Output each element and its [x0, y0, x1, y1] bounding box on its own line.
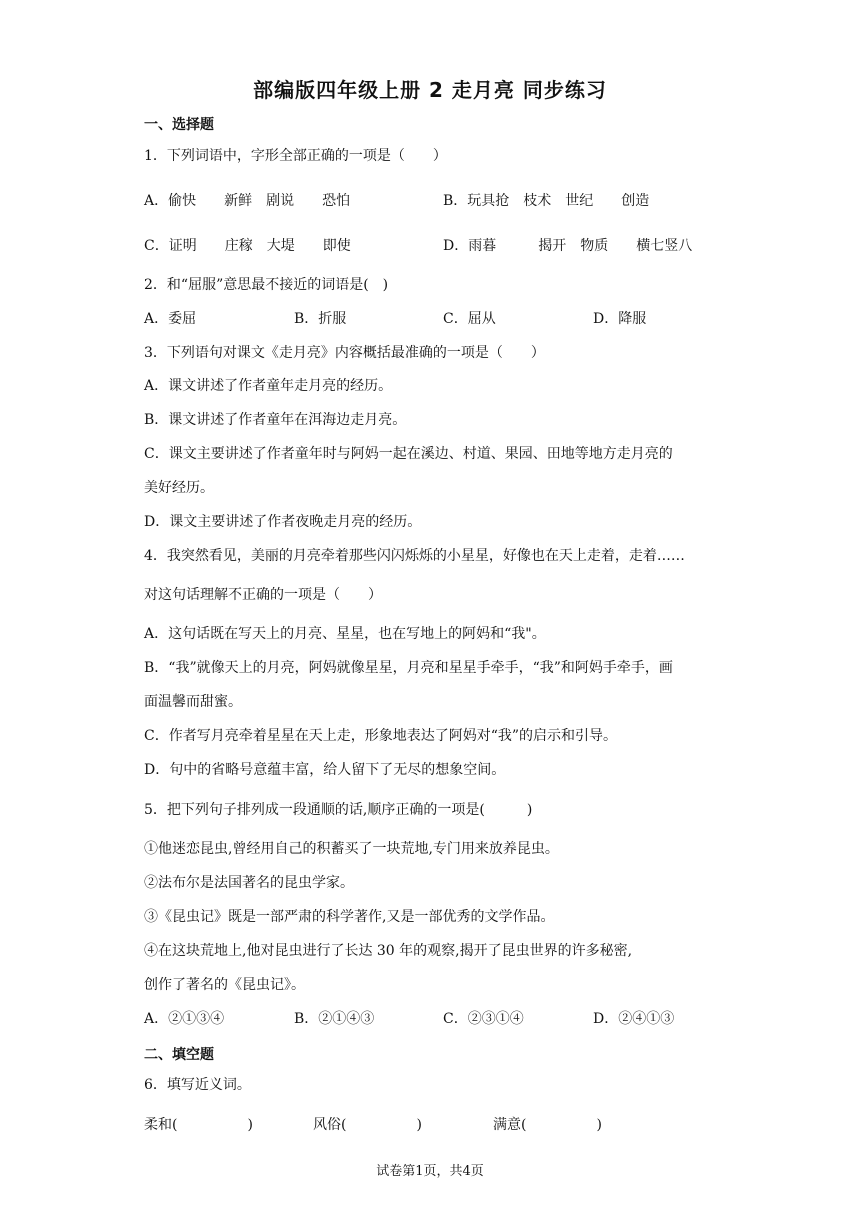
question-4-option-b-continued: 面温馨而甜蜜。 [144, 694, 242, 710]
question-3-option-a: A．课文讲述了作者童年走月亮的经历。 [144, 378, 393, 394]
question-4-stem: 4．我突然看见，美丽的月亮牵着那些闪闪烁烁的小星星，好像也在天上走着，走着…… [144, 548, 685, 564]
question-3-option-c-continued: 美好经历。 [144, 480, 214, 496]
question-1-option-a: A．偷快 新鲜 剧说 恐怕 [144, 193, 351, 209]
question-5-sentence-4-continued: 创作了著名的《昆虫记》。 [144, 977, 305, 993]
section-heading-fill: 二、填空题 [144, 1047, 214, 1063]
question-2-option-a: A．委屈 [144, 311, 197, 327]
question-6-blank-2: 风俗( ) [313, 1117, 422, 1133]
question-3-option-b: B．课文讲述了作者童年在洱海边走月亮。 [144, 412, 407, 428]
question-4-stem-continued: 对这句话理解不正确的一项是（ ） [144, 587, 382, 603]
question-1-stem: 1．下列词语中，字形全部正确的一项是（ ） [144, 148, 447, 164]
question-6-stem: 6．填写近义词。 [144, 1077, 251, 1093]
question-4-option-d: D．句中的省略号意蕴丰富，给人留下了无尽的想象空间。 [144, 762, 506, 778]
question-5-option-a: A．②①③④ [144, 1011, 225, 1027]
page-footer: 试卷第1页，共4页 [376, 1164, 484, 1179]
question-5-sentence-3: ③《昆虫记》既是一部严肃的科学著作,又是一部优秀的文学作品。 [144, 909, 555, 925]
question-5-option-b: B．②①④③ [294, 1011, 375, 1027]
question-4-option-a: A．这句话既在写天上的月亮、星星，也在写地上的阿妈和“我"。 [144, 626, 546, 642]
section-heading-choice: 一、选择题 [144, 117, 214, 133]
question-2-option-b: B．折服 [294, 311, 347, 327]
question-3-option-d: D．课文主要讲述了作者夜晚走月亮的经历。 [144, 514, 422, 530]
question-4-option-b: B．“我”就像天上的月亮，阿妈就像星星，月亮和星星手牵手，“我”和阿妈手牵手，画 [144, 660, 673, 676]
question-1-option-d: D．雨暮 揭开 物质 横七竖八 [443, 238, 693, 254]
question-5-stem: 5．把下列句子排列成一段通顺的话,顺序正确的一项是( ) [144, 802, 533, 818]
question-5-sentence-2: ②法布尔是法国著名的昆虫学家。 [144, 875, 354, 891]
question-5-option-c: C．②③①④ [443, 1011, 524, 1027]
question-3-stem: 3．下列语句对课文《走月亮》内容概括最准确的一项是（ ） [144, 345, 545, 361]
question-6-blank-3: 满意( ) [493, 1117, 602, 1133]
question-5-sentence-1: ①他迷恋昆虫,曾经用自己的积蓄买了一块荒地,专门用来放养昆虫。 [144, 841, 559, 857]
question-6-blank-1: 柔和( ) [144, 1117, 253, 1133]
question-4-option-c: C．作者写月亮牵着星星在天上走，形象地表达了阿妈对“我”的启示和引导。 [144, 728, 618, 744]
question-5-sentence-4: ④在这块荒地上,他对昆虫进行了长达 30 年的观察,揭开了昆虫世界的许多秘密, [144, 943, 633, 959]
question-1-option-c: C．证明 庄稼 大堤 即使 [144, 238, 351, 254]
question-3-option-c: C．课文主要讲述了作者童年时与阿妈一起在溪边、村道、果园、田地等地方走月亮的 [144, 446, 673, 462]
question-5-option-d: D．②④①③ [593, 1011, 675, 1027]
page-title: 部编版四年级上册 2 走月亮 同步练习 [253, 78, 607, 102]
question-2-option-c: C．屈从 [443, 311, 496, 327]
question-2-option-d: D．降服 [593, 311, 647, 327]
question-1-option-b: B．玩具抢 枝术 世纪 创造 [443, 193, 650, 209]
question-2-stem: 2．和“屈服”意思最不接近的词语是( ) [144, 277, 389, 293]
